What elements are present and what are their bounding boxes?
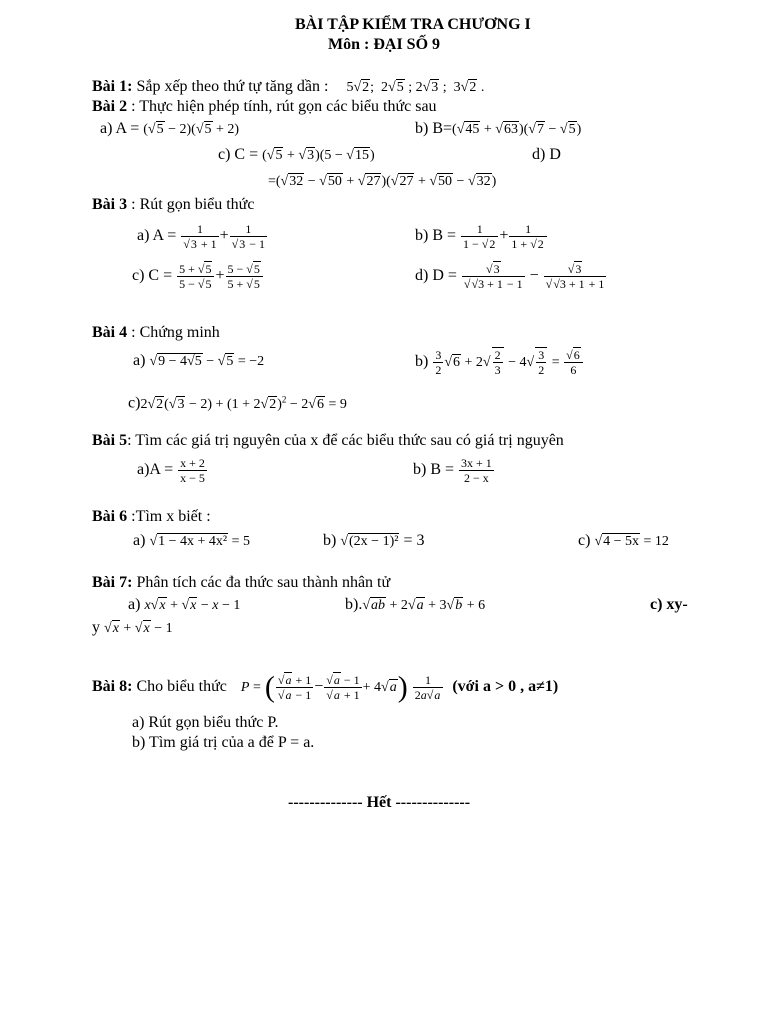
bai6-c: c) √4 − 5x = 12 (578, 532, 669, 549)
bai2-heading: Bài 2 : Thực hiện phép tính, rút gọn các biểu thức sau (92, 98, 437, 115)
bai5-b: b) B = $\frac{3x + 1}{2 - x}$ (413, 455, 492, 485)
bai6-b: b) √(2x − 1)² = 3 (323, 532, 425, 549)
bai5-a: a)A = $\frac{x + 2}{x - 5}$ (137, 455, 205, 485)
bai6-heading: Bài 6 :Tìm x biết : (92, 508, 211, 525)
bai7-a: a) x√x + √x − x − 1 (128, 596, 241, 613)
bai3-heading: Bài 3 : Rút gọn biểu thức (92, 196, 255, 213)
bai3-c: c) C = $\frac{5 + √5}{5 - √5}$ + $\frac{5 - √5}{5 + √5}$ (132, 256, 264, 296)
bai8-a: a) Rút gọn biểu thức P. (132, 714, 279, 731)
subject-title: Môn : ĐẠI SỐ 9 (328, 36, 441, 53)
bai4-a: a) √9 − 4√5 − √5 = −2 (133, 352, 265, 369)
end-marker: -------------- Hết -------------- (288, 794, 471, 811)
page-title: BÀI TẬP KIỂM TRA CHƯƠNG I (295, 16, 531, 33)
bai8-b: b) Tìm giá trị của a để P = a. (132, 734, 315, 751)
bai2-c: c) C = (√5 + √3)(5 − √15) (218, 146, 375, 163)
bai3-b: b) B = $\frac{1}{1 - √2}$ + $\frac{1}{1 + √2}$ (415, 216, 548, 256)
bai7-b: b).√ab + 2√a + 3√b + 6 (345, 596, 486, 613)
bai4-c: $c)2√2(√3 - 2) + (1 + 2√2)^2 - 2√6 = 9$ (128, 394, 347, 412)
bai6-a: a) √1 − 4x + 4x² = 5 (133, 532, 251, 549)
bai2-a: a) A = (√5 − 2)(√5 + 2) (100, 120, 240, 137)
bai4-b: b) $\frac{3}{2}$ √6 + 2√ $\frac{2}{3}$ − 4√ $\frac{3}{2}$ = $\frac{√6}{6}$ (415, 342, 584, 382)
bai3-d: d) D = $\frac{√3}{√√3 + 1 - 1}$ − $\frac{√3}{√√3 + 1 + 1}$ (415, 261, 605, 291)
bai5-heading: Bài 5: Tìm các giá trị nguyên của x để các biểu thức sau có giá trị nguyên (92, 432, 564, 449)
bai8-heading: Bài 8: Cho biểu thức P = ( $\frac{√a + 1}{√a - 1}$ − $\frac{√a - 1}{√a + 1}$ + 4√a) $\frac{1}{2a√a}$ (với a > 0 , a≠1) (92, 670, 559, 704)
bai3-a: a) A = $\frac{1}{√3 + 1}$ + $\frac{1}{√3 - 1}$ (137, 221, 266, 251)
bai2-d: d) D (532, 146, 561, 163)
bai2-b: b) B=(√45 + √63)(√7 − √5) (415, 120, 582, 137)
bai2-d-expr: =(√32 − √50 + √27)(√27 + √50 − √32) (268, 174, 497, 189)
bai7-c-cont: y √x + √x − 1 (92, 619, 173, 636)
bai4-heading: Bài 4 : Chứng minh (92, 324, 220, 341)
bai7-heading: Bài 7: Phân tích các đa thức sau thành nhân tử (92, 574, 391, 591)
bai1: Bài 1: Sắp xếp theo thứ tự tăng dần : 5√2; 2√5 ; 2√3 ; 3√2 . (92, 78, 485, 95)
bai7-c: c) xy- (650, 596, 688, 613)
